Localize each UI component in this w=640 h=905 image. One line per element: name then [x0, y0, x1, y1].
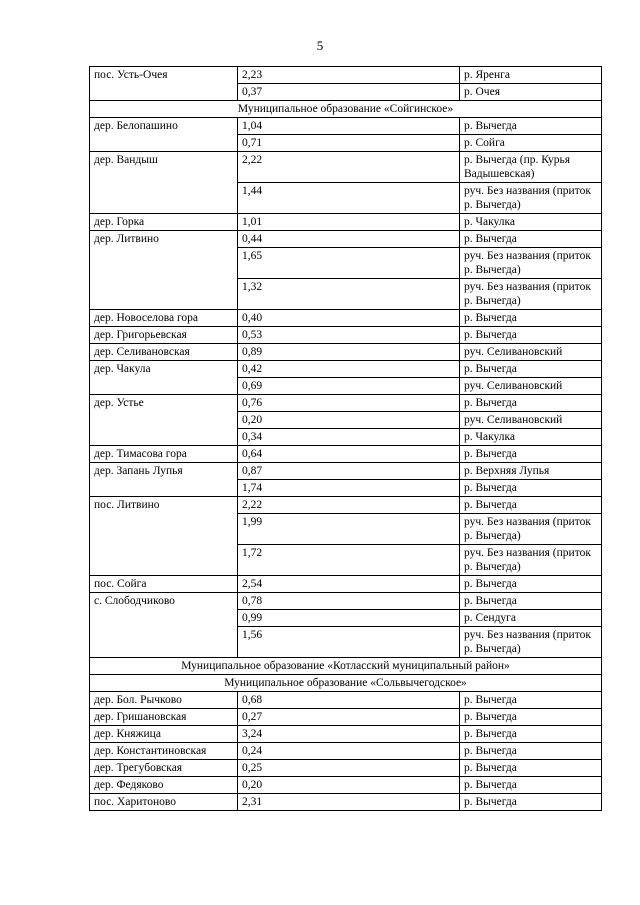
- water-body-cell: р. Вычегда: [460, 231, 602, 248]
- distance-cell: 3,24: [238, 726, 460, 743]
- table-row: [90, 726, 602, 743]
- page-number: 5: [316, 38, 324, 53]
- water-body-cell: руч. Без названия (приток р. Вычегда): [460, 545, 602, 576]
- locality-cell: дер. Гришановская: [90, 709, 238, 726]
- water-body-cell: р. Вычегда: [460, 395, 602, 412]
- distance-cell: 0,71: [238, 135, 460, 152]
- water-body-cell: р. Вычегда: [460, 743, 602, 760]
- water-body-cell: р. Вычегда: [460, 726, 602, 743]
- table-row: [90, 231, 602, 248]
- distance-cell: 1,65: [238, 248, 460, 279]
- distance-cell: 1,44: [238, 183, 460, 214]
- table-row: [90, 446, 602, 463]
- distance-cell: 0,20: [238, 412, 460, 429]
- distance-cell: 1,56: [238, 627, 460, 658]
- locality-cell: дер. Бол. Рычково: [90, 692, 238, 709]
- water-body-cell: руч. Селивановский: [460, 412, 602, 429]
- locality-cell: дер. Княжица: [90, 726, 238, 743]
- water-body-cell: р. Верхняя Лупья: [460, 463, 602, 480]
- distance-cell: 1,04: [238, 118, 460, 135]
- distance-cell: 0,68: [238, 692, 460, 709]
- water-body-cell: р. Чакулка: [460, 214, 602, 231]
- locality-cell: пос. Харитоново: [90, 794, 238, 811]
- table-row: [90, 497, 602, 514]
- locality-cell: дер. Чакула: [90, 361, 238, 395]
- table-row: [90, 214, 602, 231]
- locality-cell: дер. Тимасова гора: [90, 446, 238, 463]
- locality-cell: дер. Вандыш: [90, 152, 238, 214]
- water-body-cell: р. Вычегда: [460, 593, 602, 610]
- distance-cell: 2,22: [238, 497, 460, 514]
- water-body-cell: р. Вычегда: [460, 310, 602, 327]
- distance-cell: 2,23: [238, 67, 460, 84]
- water-body-cell: р. Вычегда: [460, 446, 602, 463]
- distance-cell: 1,74: [238, 480, 460, 497]
- water-body-cell: р. Вычегда: [460, 118, 602, 135]
- locality-cell: дер. Григорьевская: [90, 327, 238, 344]
- water-body-cell: р. Вычегда: [460, 497, 602, 514]
- table-row: [90, 118, 602, 135]
- table-row: [90, 743, 602, 760]
- table-row: [90, 361, 602, 378]
- table-row: [90, 152, 602, 183]
- distance-cell: 0,25: [238, 760, 460, 777]
- distance-cell: 0,20: [238, 777, 460, 794]
- table-row: [90, 593, 602, 610]
- water-body-cell: руч. Без названия (приток р. Вычегда): [460, 279, 602, 310]
- water-body-cell: р. Вычегда: [460, 361, 602, 378]
- table-row: [90, 327, 602, 344]
- table-row: [90, 344, 602, 361]
- locality-cell: дер. Селивановская: [90, 344, 238, 361]
- distance-cell: 0,40: [238, 310, 460, 327]
- table-row: [90, 310, 602, 327]
- water-body-cell: руч. Селивановский: [460, 344, 602, 361]
- section-header: Муниципальное образование «Сольвычегодское»: [90, 675, 602, 692]
- locality-cell: дер. Федяково: [90, 777, 238, 794]
- water-body-cell: р. Чакулка: [460, 429, 602, 446]
- table-row: [90, 692, 602, 709]
- water-body-cell: р. Яренга: [460, 67, 602, 84]
- distance-cell: 0,89: [238, 344, 460, 361]
- locality-cell: дер. Трегубовская: [90, 760, 238, 777]
- table-row: [90, 794, 602, 811]
- water-body-cell: руч. Без названия (приток р. Вычегда): [460, 248, 602, 279]
- table-body: [90, 67, 602, 811]
- locality-cell: дер. Белопашино: [90, 118, 238, 152]
- locality-cell: пос. Сойга: [90, 576, 238, 593]
- distance-cell: 0,99: [238, 610, 460, 627]
- table-row: [90, 777, 602, 794]
- table-row: [90, 395, 602, 412]
- section-header: Муниципальное образование «Котласский муниципальный район»: [90, 658, 602, 675]
- distance-cell: 0,69: [238, 378, 460, 395]
- water-body-cell: р. Сендуга: [460, 610, 602, 627]
- water-protection-table: [89, 66, 602, 811]
- distance-cell: 0,44: [238, 231, 460, 248]
- table-row: [90, 760, 602, 777]
- water-body-cell: р. Вычегда: [460, 760, 602, 777]
- water-body-cell: р. Вычегда: [460, 576, 602, 593]
- distance-cell: 1,72: [238, 545, 460, 576]
- water-body-cell: р. Вычегда: [460, 709, 602, 726]
- water-body-cell: р. Вычегда: [460, 327, 602, 344]
- water-body-cell: р. Вычегда: [460, 777, 602, 794]
- distance-cell: 2,31: [238, 794, 460, 811]
- distance-cell: 0,87: [238, 463, 460, 480]
- table-row: [90, 463, 602, 480]
- locality-cell: дер. Запань Лупья: [90, 463, 238, 497]
- table-row: [90, 709, 602, 726]
- distance-cell: 1,32: [238, 279, 460, 310]
- distance-cell: 0,78: [238, 593, 460, 610]
- water-body-cell: руч. Селивановский: [460, 378, 602, 395]
- locality-cell: пос. Литвино: [90, 497, 238, 576]
- locality-cell: пос. Усть-Очея: [90, 67, 238, 101]
- locality-cell: дер. Литвино: [90, 231, 238, 310]
- water-body-cell: руч. Без названия (приток р. Вычегда): [460, 627, 602, 658]
- water-body-cell: р. Очея: [460, 84, 602, 101]
- water-body-cell: р. Вычегда (пр. Курья Вадышевская): [460, 152, 602, 183]
- distance-cell: 0,42: [238, 361, 460, 378]
- water-body-cell: руч. Без названия (приток р. Вычегда): [460, 514, 602, 545]
- locality-cell: дер. Новоселова гора: [90, 310, 238, 327]
- water-body-cell: р. Сойга: [460, 135, 602, 152]
- section-header-row: [90, 675, 602, 692]
- locality-cell: дер. Горка: [90, 214, 238, 231]
- distance-cell: 2,22: [238, 152, 460, 183]
- distance-cell: 0,76: [238, 395, 460, 412]
- water-body-cell: р. Вычегда: [460, 692, 602, 709]
- locality-cell: дер. Константиновская: [90, 743, 238, 760]
- section-header-row: [90, 101, 602, 118]
- distance-cell: 0,34: [238, 429, 460, 446]
- locality-cell: с. Слободчиково: [90, 593, 238, 658]
- distance-cell: 0,53: [238, 327, 460, 344]
- water-body-cell: р. Вычегда: [460, 480, 602, 497]
- distance-cell: 0,37: [238, 84, 460, 101]
- water-body-cell: р. Вычегда: [460, 794, 602, 811]
- distance-cell: 1,01: [238, 214, 460, 231]
- distance-cell: 0,24: [238, 743, 460, 760]
- distance-cell: 1,99: [238, 514, 460, 545]
- distance-cell: 0,64: [238, 446, 460, 463]
- distance-cell: 2,54: [238, 576, 460, 593]
- table-row: [90, 67, 602, 84]
- locality-cell: дер. Устье: [90, 395, 238, 446]
- table-row: [90, 576, 602, 593]
- distance-cell: 0,27: [238, 709, 460, 726]
- water-body-cell: руч. Без названия (приток р. Вычегда): [460, 183, 602, 214]
- section-header: Муниципальное образование «Сойгинское»: [90, 101, 602, 118]
- section-header-row: [90, 658, 602, 675]
